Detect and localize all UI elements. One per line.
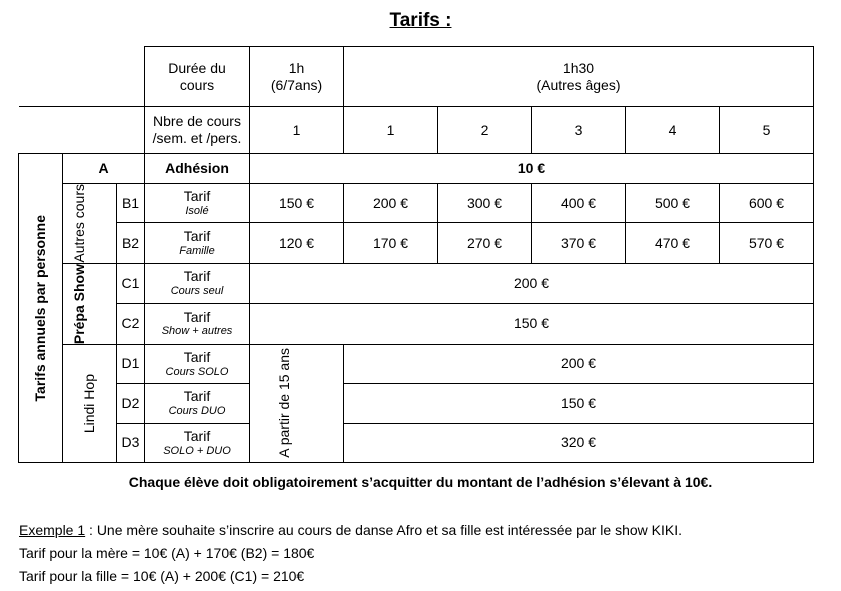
- nbre-value: 1: [344, 107, 438, 154]
- col-1h30-header: 1h30 (Autres âges): [344, 47, 814, 107]
- b1-value: 600 €: [720, 184, 814, 223]
- col-1h-header: 1h (6/7ans): [250, 47, 344, 107]
- row-c2: [19, 303, 814, 344]
- row-code-a: A: [63, 154, 145, 184]
- header-row-nbre: [19, 107, 814, 154]
- adhesion-value: 10 €: [250, 154, 814, 184]
- row-d3: [19, 423, 814, 462]
- row-code-d3: D3: [117, 423, 145, 462]
- row-d1: [19, 344, 814, 383]
- adhesion-label: Adhésion: [145, 154, 250, 184]
- group-lindi-hop: Lindi Hop: [63, 344, 117, 462]
- d2-value: 150 €: [344, 383, 814, 423]
- nbre-value: 1: [250, 107, 344, 154]
- d2-label: Tarif Cours DUO: [145, 383, 250, 423]
- row-adhesion: [19, 154, 814, 184]
- header-row-duree: [19, 47, 814, 107]
- b2-value: 470 €: [626, 223, 720, 263]
- row-code-d2: D2: [117, 383, 145, 423]
- nbre-value: 2: [438, 107, 532, 154]
- row-code-c1: C1: [117, 263, 145, 303]
- row-b2: [19, 223, 814, 263]
- duree-label: Durée du cours: [145, 47, 250, 107]
- b1-label: Tarif Isolé: [145, 184, 250, 223]
- d-age-note: A partir de 15 ans: [250, 344, 344, 462]
- b2-value: 170 €: [344, 223, 438, 263]
- group-prepa-show: Prépa Show: [63, 263, 117, 344]
- page-title: Tarifs :: [389, 10, 452, 31]
- b2-value: 570 €: [720, 223, 814, 263]
- row-code-b1: B1: [117, 184, 145, 223]
- b1-value: 400 €: [532, 184, 626, 223]
- nbre-label: Nbre de cours /sem. et /pers.: [145, 107, 250, 154]
- example-line-mere: Tarif pour la mère = 10€ (A) + 170€ (B2) = 180€: [19, 545, 315, 561]
- group-autres-cours: Autres cours: [63, 184, 117, 264]
- b1-value: 300 €: [438, 184, 532, 223]
- c2-value: 150 €: [250, 303, 814, 344]
- row-c1: [19, 263, 814, 303]
- example-intro: Exemple 1 : Une mère souhaite s’inscrire au cours de danse Afro et sa fille est intéressée par le show KIKI.: [19, 522, 683, 538]
- row-code-c2: C2: [117, 303, 145, 344]
- example-block: [19, 519, 682, 588]
- c1-value: 200 €: [250, 263, 814, 303]
- b2-label: Tarif Famille: [145, 223, 250, 263]
- d3-value: 320 €: [344, 423, 814, 462]
- row-b1: [19, 184, 814, 223]
- d1-label: Tarif Cours SOLO: [145, 344, 250, 383]
- b2-value: 120 €: [250, 223, 344, 263]
- row-d2: [19, 383, 814, 423]
- c1-label: Tarif Cours seul: [145, 263, 250, 303]
- example-line-fille: Tarif pour la fille = 10€ (A) + 200€ (C1) = 210€: [19, 568, 305, 584]
- adhesion-note: Chaque élève doit obligatoirement s’acquitter du montant de l’adhésion s’élevant à 10€.: [128, 474, 713, 490]
- b2-value: 370 €: [532, 223, 626, 263]
- b1-value: 150 €: [250, 184, 344, 223]
- tarifs-table: [18, 46, 814, 463]
- b1-value: 500 €: [626, 184, 720, 223]
- row-code-d1: D1: [117, 344, 145, 383]
- row-code-b2: B2: [117, 223, 145, 263]
- b1-value: 200 €: [344, 184, 438, 223]
- nbre-value: 3: [532, 107, 626, 154]
- b2-value: 270 €: [438, 223, 532, 263]
- d1-value: 200 €: [344, 344, 814, 383]
- nbre-value: 4: [626, 107, 720, 154]
- d3-label: Tarif SOLO + DUO: [145, 423, 250, 462]
- nbre-value: 5: [720, 107, 814, 154]
- c2-label: Tarif Show + autres: [145, 303, 250, 344]
- side-label: Tarifs annuels par personne: [19, 154, 63, 463]
